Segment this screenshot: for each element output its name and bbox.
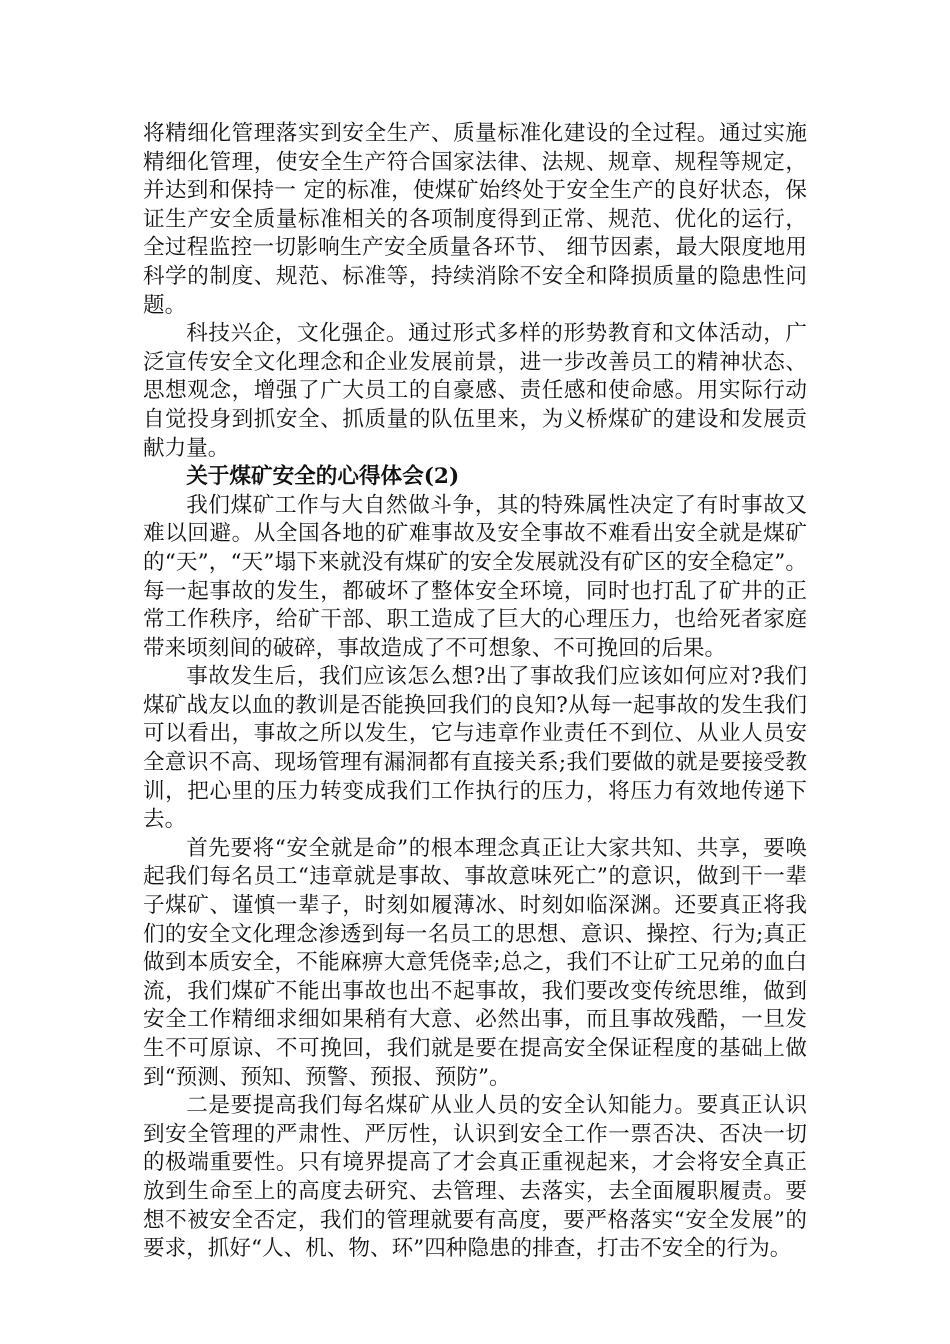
paragraph-nature-struggle: 我们煤矿工作与大自然做斗争，其的特殊属性决定了有时事故又难以回避。从全国各地的矿难事故及安全事故不难看出安全就是煤矿的“天”，“天”塌下来就没有煤矿的安全发展就没有矿区的安全稳定”。每一起事故的发生，都破坏了整体安全环境，同时也打乱了矿井的正常工作秩序，给矿干部、职工造成了巨大的心理压力，也给死者家庭带来顷刻间的破碎，事故造成了不可想象、不可挽回的后果。 (143, 492, 807, 661)
paragraph-continuation: 将精细化管理落实到安全生产、质量标准化建设的全过程。通过实施精细化管理，使安全生产符合国家法律、法规、规章、规程等规定，并达到和保持一 定的标准，使煤矿始终处于安全生产的良好状态，保证生产安全质量标准相关的各项制度得到正常、规范、优化的运行，全过程监控一切影响生产安全质量各环节、 细节因素，最大限度地用科学的制度、规范、标准等，持续消除不安全和降损质量的隐患性问题。 (143, 121, 807, 318)
paragraph-after-accident: 事故发生后，我们应该怎么想?出了事故我们应该如何应对?我们煤矿战友以血的教训是否能换回我们的良知?从每一起事故的发生我们可以看出，事故之所以发生，它与违章作业责任不到位、从业人员安全意识不高、现场管理有漏洞都有直接关系;我们要做的就是要接受教训，把心里的压力转变成我们工作执行的压力，将压力有效地传递下去。 (143, 664, 807, 833)
document-page (143, 120, 807, 1264)
paragraph-safety-is-life: 首先要将“安全就是命”的根本理念真正让大家共知、共享，要唤起我们每名员工“违章就是事故、事故意味死亡”的意识，做到干一辈子煤矿、谨慎一辈子，时刻如履薄冰、时刻如临深渊。还要真正将我们的安全文化理念渗透到每一名员工的思想、意识、操控、行为;真正做到本质安全，不能麻痹大意凭侥幸;总之，我们不让矿工兄弟的血白流，我们煤矿不能出事故也出不起事故，我们要改变传统思维，做到安全工作精细求细如果稍有大意、必然出事，而且事故残酷，一旦发生不可原谅、不可挽回，我们就是要在提高安全保证程度的基础上做到“预测、预知、预警、预报、预防”。 (143, 835, 807, 1090)
paragraph-tech-culture: 科技兴企，文化强企。通过形式多样的形势教育和文体活动，广泛宣传安全文化理念和企业发展前景，进一步改善员工的精神状态、思想观念，增强了广大员工的自豪感、责任感和使命感。用实际行动自觉投身到抓安全、抓质量的队伍里来，为义桥煤矿的建设和发展贡献力量。 (143, 321, 807, 461)
paragraph-safety-awareness: 二是要提高我们每名煤矿从业人员的安全认知能力。要真正认识到安全管理的严肃性、严厉性，认识到安全工作一票否决、否决一切的极端重要性。只有境界提高了才会真正重视起来，才会将安全真正放到生命至上的高度去研究、去管理、去落实，去全面履职履责。要想不被安全否定，我们的管理就要有高度，要严格落实“安全发展”的要求，抓好“人、机、物、环”四种隐患的排查，打击不安全的行为。 (143, 1093, 807, 1262)
section-heading: 关于煤矿安全的心得体会(2) (186, 464, 460, 490)
